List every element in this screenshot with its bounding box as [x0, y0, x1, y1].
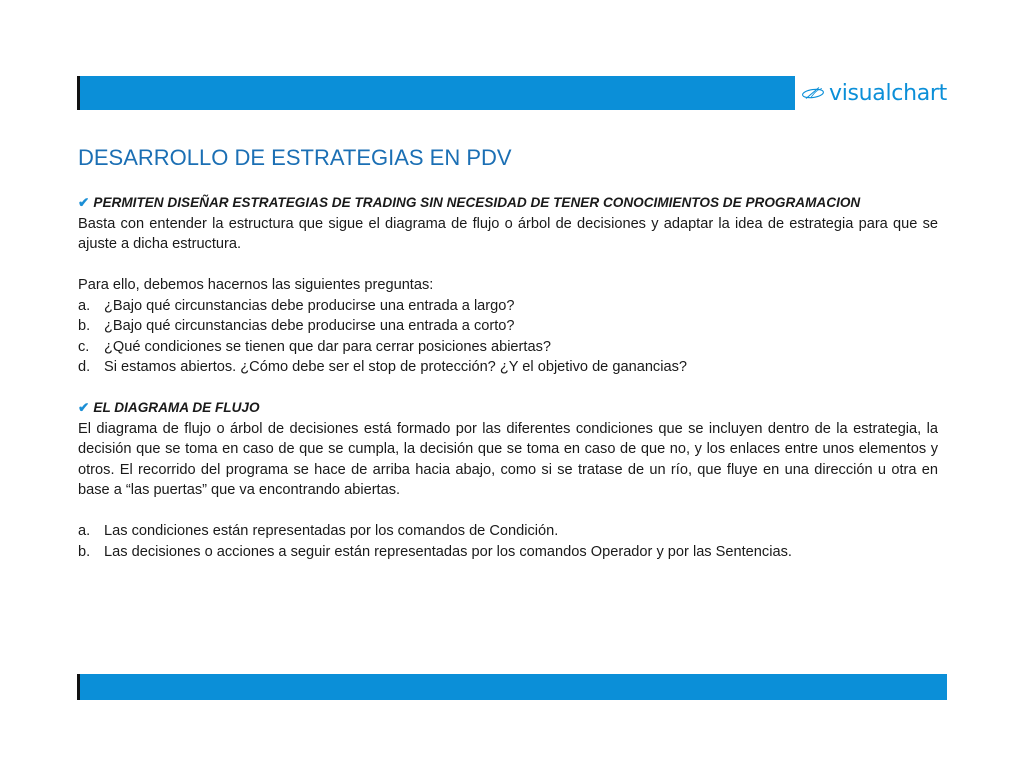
list-item	[78, 357, 938, 378]
slide-content	[78, 193, 938, 562]
list-marker: b.	[78, 543, 91, 560]
list-text: ¿Qué condiciones se tienen que dar para cerrar posiciones abiertas?	[104, 338, 551, 355]
list-text: Si estamos abiertos. ¿Cómo debe ser el stop de protección? ¿Y el objetivo de ganancias?	[104, 359, 688, 375]
list-text: ¿Bajo qué circunstancias debe producirse una entrada a largo?	[104, 297, 515, 314]
header-bar-edge	[77, 76, 80, 110]
logo	[795, 76, 947, 110]
section-paragraph-2: El diagrama de flujo o árbol de decisiones está formado por las diferentes condiciones que se incluyen dentro de la estrategia, la decisión que se toma en caso de que se cumpla, la decisión que se toma en caso de que no, y los enlaces entre unos elementos y otros. El recorrido del programa se hace de arriba hacia abajo, como si se tratase de un río, que fluye en una dirección u otra en base a “las puertas” que va encontrando abiertas.	[78, 420, 938, 498]
list-marker: b.	[78, 318, 91, 334]
slide-title: DESARROLLO DE ESTRATEGIAS EN PDV	[78, 145, 512, 170]
section-paragraph-1: Basta con entender la estructura que sigue el diagrama de flujo o árbol de decisiones y adaptar la idea de estrategia para que se ajuste a dicha estructura.	[78, 215, 938, 252]
list-text: Las decisiones o acciones a seguir están representadas por los comandos Operador y por las Sentencias.	[104, 543, 792, 560]
section-heading-2	[78, 398, 938, 419]
footer-bar-edge	[77, 674, 80, 700]
list-item	[78, 337, 938, 358]
list-marker: d.	[78, 359, 91, 375]
list-text: ¿Bajo qué circunstancias debe producirse una entrada a corto?	[104, 318, 515, 334]
check-icon: ✔	[78, 195, 90, 210]
visualchart-logo-icon	[801, 80, 825, 106]
list-marker: a.	[78, 523, 91, 539]
list-text: Las condiciones están representadas por los comandos de Condición.	[104, 523, 559, 539]
list-item	[78, 521, 938, 542]
section-heading-1-text: PERMITEN DISEÑAR ESTRATEGIAS DE TRADING SIN NECESIDAD DE TENER CONOCIMIENTOS DE PROGRAMACION	[93, 195, 861, 210]
list-item	[78, 542, 938, 563]
logo-text: visualchart	[828, 80, 947, 106]
list-item	[78, 296, 938, 317]
check-icon: ✔	[78, 400, 90, 415]
questions-intro: Para ello, debemos hacernos las siguientes preguntas:	[78, 277, 434, 293]
footer-bar	[77, 674, 947, 700]
list-marker: a.	[78, 297, 91, 314]
section-heading-2-text: EL DIAGRAMA DE FLUJO	[93, 400, 260, 415]
list-item	[78, 316, 938, 337]
list-marker: c.	[78, 338, 90, 355]
header-bar	[77, 76, 947, 110]
section-heading-1	[78, 193, 938, 214]
